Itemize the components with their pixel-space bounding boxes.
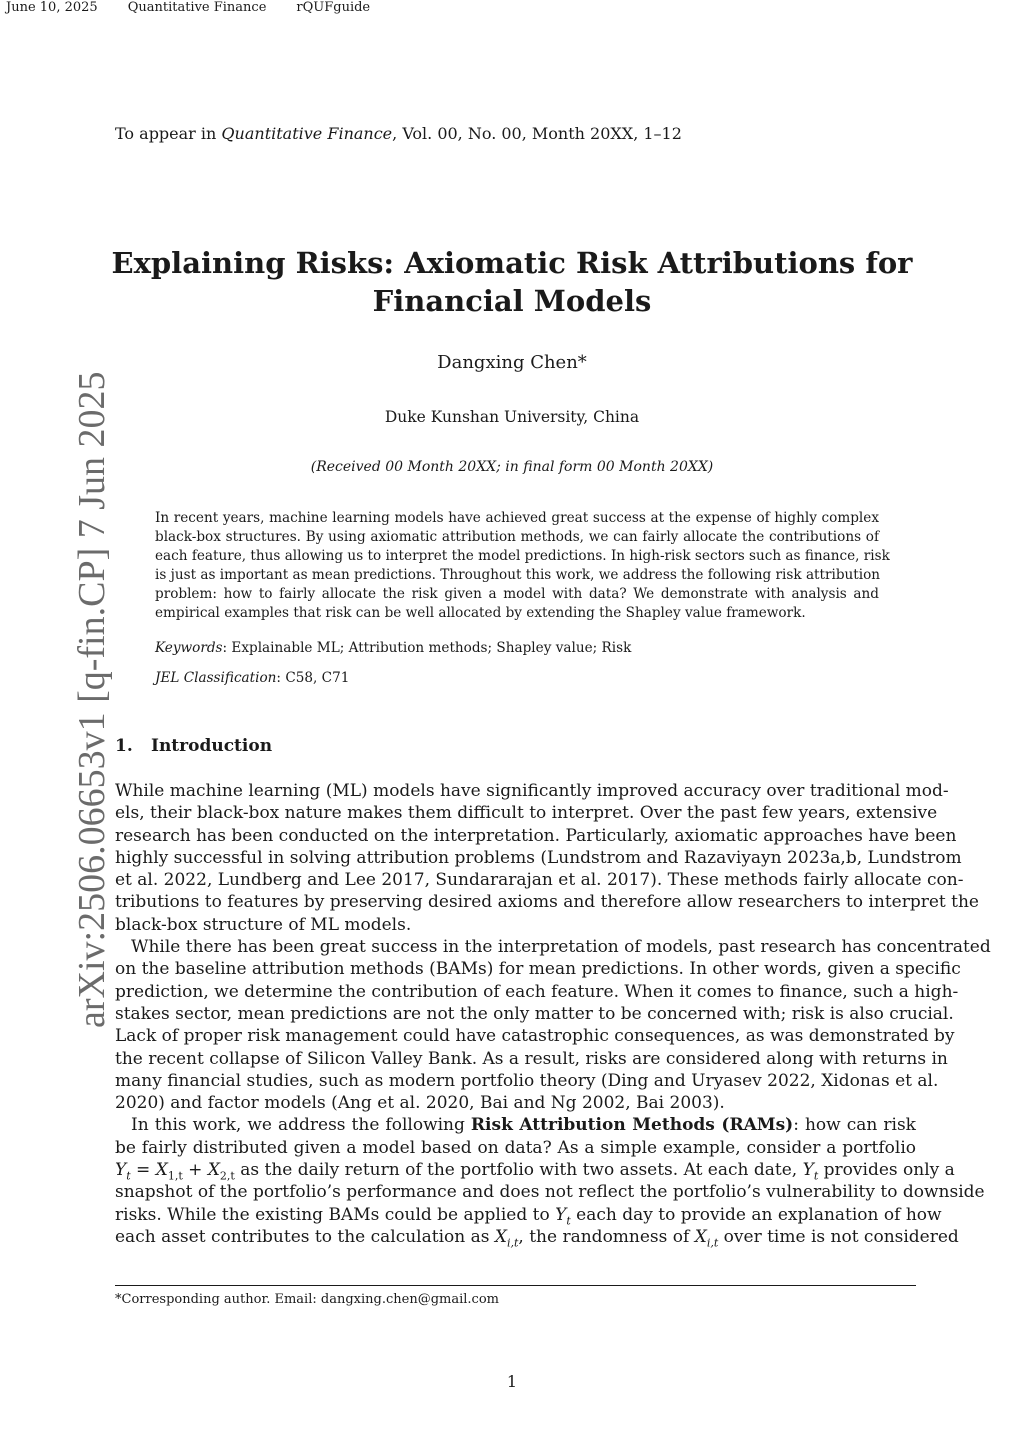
para-1-line: black-box structure of ML models. (115, 914, 412, 935)
math-sub: t (566, 1214, 571, 1228)
received-dates: (Received 00 Month 20XX; in final form 00 Month 20XX) (310, 459, 714, 475)
para-2-line: While there has been great success in the interpretation of models, past research has concentrated (131, 937, 991, 958)
running-head (6, 0, 370, 15)
math-sub: 2,t (219, 1169, 235, 1183)
math-x: X (155, 1160, 168, 1181)
para-2-line: stakes sector, mean predictions are not the only matter to be concerned with; risk is also crucial. (115, 1003, 954, 1024)
para-3-line (115, 1114, 916, 1136)
paper-title-line-1: Explaining Risks: Axiomatic Risk Attributions for (111, 246, 913, 280)
math-sub: i,t (506, 1236, 519, 1250)
keywords (155, 640, 631, 656)
body-text (115, 780, 991, 1250)
para-1-line: highly successful in solving attribution problems (Lundstrom and Razaviyayn 2023a,b, Lundstrom (115, 847, 962, 868)
para-2-line: 2020) and factor models (Ang et al. 2020, Bai and Ng 2002, Bai 2003). (115, 1093, 725, 1114)
abstract-line: each feature, thus allowing us to interpret the model predictions. In high-risk sectors such as finance, risk (155, 548, 890, 564)
math-sub: t (813, 1169, 819, 1183)
publication-note-journal: Quantitative Finance (221, 124, 393, 143)
math-y: Y (802, 1160, 814, 1181)
abstract-line: empirical examples that risk can be well allocated by extending the Shapley value framework. (155, 605, 806, 621)
math-op: + (182, 1160, 208, 1181)
para-3-text: as the daily return of the portfolio with two assets. At each date, (234, 1160, 803, 1181)
publication-note (115, 124, 682, 143)
para-3-text: , the randomness of (518, 1226, 695, 1247)
section-number: 1. (115, 736, 133, 756)
para-3-text: each asset contributes to the calculation as (115, 1226, 495, 1247)
ram-term: Risk Attribution Methods (RAMs) (470, 1115, 794, 1136)
para-3-text: over time is not considered (718, 1226, 959, 1247)
math-sub: t (126, 1169, 131, 1183)
para-3-text: each day to provide an explanation of how (570, 1204, 942, 1225)
para-3-text: provides only a (818, 1160, 955, 1181)
para-3-line (115, 1226, 959, 1250)
paper-title (0, 244, 1024, 320)
publication-note-suffix: , Vol. 00, No. 00, Month 20XX, 1–12 (392, 124, 682, 143)
math-x: X (694, 1226, 707, 1247)
para-3-text: In this work, we address the following (131, 1115, 471, 1136)
footnote-rule (115, 1285, 916, 1286)
math-y: Y (555, 1204, 567, 1225)
abstract-line: In recent years, machine learning models have achieved great success at the expense of highly complex (155, 510, 879, 526)
running-head-guide: rQUFguide (296, 0, 371, 15)
para-1-line: els, their black-box nature makes them difficult to interpret. Over the past few years, extensive (115, 803, 938, 824)
jel-label: JEL Classification (155, 670, 277, 686)
para-2-line: prediction, we determine the contribution of each feature. When it comes to finance, such a high- (115, 981, 959, 1002)
para-3-line (115, 1159, 955, 1183)
running-head-date: June 10, 2025 (6, 0, 98, 15)
math-sub: i,t (706, 1236, 719, 1250)
para-3-text: risks. While the existing BAMs could be applied to (115, 1204, 556, 1225)
jel-classification (155, 670, 349, 686)
para-3-line: snapshot of the portfolio’s performance and does not reflect the portfolio’s vulnerability to downside (115, 1182, 985, 1203)
para-2-line: on the baseline attribution methods (BAMs) for mean predictions. In other words, given a specific (115, 959, 961, 980)
keywords-text: : Explainable ML; Attribution methods; Shapley value; Risk (222, 640, 632, 656)
math-y: Y (115, 1160, 127, 1181)
page-number: 1 (506, 1372, 518, 1391)
jel-text: : C58, C71 (276, 670, 350, 686)
section-heading (115, 736, 272, 756)
section-title: Introduction (151, 736, 273, 756)
footnote: *Corresponding author. Email: dangxing.chen@gmail.com (115, 1292, 499, 1307)
running-head-journal: Quantitative Finance (127, 0, 267, 15)
abstract-line: black-box structures. By using axiomatic attribution methods, we can fairly allocate the contributions of (155, 529, 879, 545)
abstract-line: problem: how to fairly allocate the risk given a model with data? We demonstrate with analysis and (155, 586, 879, 602)
math-x: X (494, 1226, 507, 1247)
para-1-line: research has been conducted on the interpretation. Particularly, axiomatic approaches have been (115, 825, 957, 846)
para-1-line: et al. 2022, Lundberg and Lee 2017, Sundararajan et al. 2017). These methods fairly allocate con- (115, 870, 964, 891)
keywords-label: Keywords (155, 640, 223, 656)
para-2-line: the recent collapse of Silicon Valley Bank. As a result, risks are considered along with returns in (115, 1048, 948, 1069)
arxiv-stamp: arXiv:2506.06653v1 [q-fin.CP] 7 Jun 2025 (71, 371, 113, 1028)
para-3-text: : how can risk (793, 1115, 916, 1136)
para-2-line: Lack of proper risk management could have catastrophic consequences, as was demonstrated by (115, 1026, 955, 1047)
abstract-line: is just as important as mean predictions. Throughout this work, we address the following risk attribution (155, 567, 881, 583)
author: Dangxing Chen* (437, 352, 587, 373)
paper-title-line-2: Financial Models (372, 284, 652, 318)
affiliation: Duke Kunshan University, China (384, 408, 640, 426)
para-2-line: many financial studies, such as modern portfolio theory (Ding and Uryasev 2022, Xidonas et al. (115, 1070, 939, 1091)
math-sub: 1,t (167, 1169, 183, 1183)
para-3-line (115, 1204, 942, 1228)
publication-note-prefix: To appear in (115, 124, 222, 143)
abstract (155, 509, 890, 623)
para-1-line: tributions to features by preserving desired axioms and therefore allow researchers to interpret the (115, 892, 979, 913)
math-op: = (130, 1160, 156, 1181)
para-1-line: While machine learning (ML) models have significantly improved accuracy over traditional mod- (115, 781, 949, 801)
math-x: X (207, 1160, 220, 1181)
para-3-line: be fairly distributed given a model based on data? As a simple example, consider a portfolio (115, 1137, 916, 1158)
